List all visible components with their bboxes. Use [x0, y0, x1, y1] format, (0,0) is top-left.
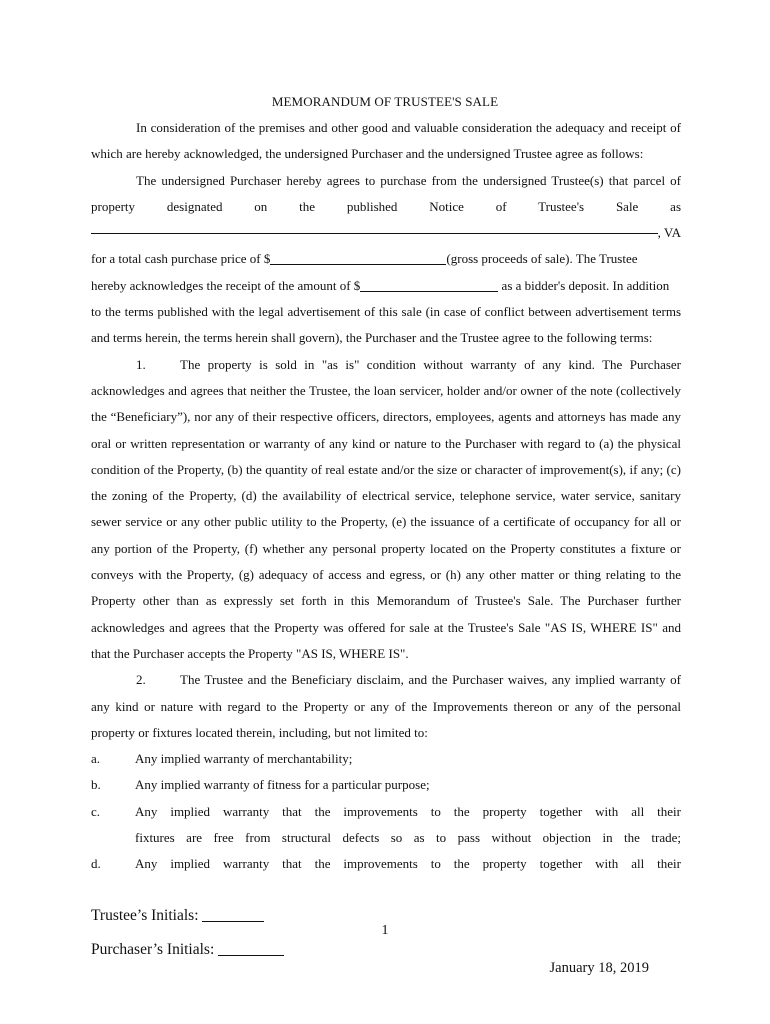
sub-text: fixtures are free from structural defects so as to pass without objection in the trade; [135, 830, 681, 846]
page-number: 1 [381, 923, 389, 938]
sub-letter: c. [91, 803, 101, 819]
term-text: The Trustee and the Beneficiary disclaim, and the Purchaser waives, any implied warranty of any kind or nature with regard to the Property or any of the Improvements thereon or any of the personal property or fixtures located therein, including, but not limited to: [91, 672, 681, 740]
term-item-1 [91, 352, 681, 668]
deposit-blank[interactable] [360, 279, 498, 292]
sub-letter: d. [91, 856, 101, 872]
price-prefix: for a total cash purchase price of $ [91, 251, 271, 267]
sub-letter: a. [91, 751, 101, 767]
sub-item-b [0, 772, 681, 798]
sub-text: Any implied warranty that the improvements to the property together with all their [135, 803, 681, 819]
document-title: MEMORANDUM OF TRUSTEE'S SALE [271, 94, 499, 109]
va-suffix: , VA [657, 225, 681, 241]
sub-item-c-continued [0, 825, 681, 851]
deposit-prefix: hereby acknowledges the receipt of the amount of $ [91, 277, 361, 293]
purchaser-initials-label: Purchaser’s Initials: [91, 941, 215, 958]
price-line [91, 246, 681, 272]
trustee-initials [91, 905, 264, 925]
sub-item-a [0, 746, 681, 772]
sub-text: Any implied warranty of merchantability; [135, 751, 353, 767]
price-suffix: (gross proceeds of sale). The Trustee [446, 251, 638, 267]
document-date: January 18, 2019 [549, 960, 649, 976]
purchase-line-1: The undersigned Purchaser hereby agrees to purchase from the undersigned Trustee(s) that parcel of [136, 172, 681, 188]
document-body [91, 115, 681, 878]
term-text: The property is sold in "as is" condition without warranty of any kind. The Purchaser acknowledges and agrees that neither the Trustee, the loan servicer, holder and/or owner of the note (collectively the “Beneficiary”), nor any of their respective officers, directors, employees, agents and attorneys has made any oral or written representation or warranty of any kind or nature to the Purchaser with regard to (a) the physical condition of the Property, (b) the quantity of real estate and/or the size or character of improvement(s), if any; (c) the zoning of the Property, (d) the availability of electrical service, telephone service, water service, sanitary sewer service or any other public utility to the Property, (e) the issuance of a certificate of occupancy for all or any portion of the Property, (f) whether any personal property located on the Property constitutes a fixture or conveys with the Property, (g) adequacy of access and egress, or (h) any other matter or thing relating to the Property other than as expressly set forth in this Memorandum of Trustee's Sale. The Purchaser further acknowledges and agrees that the Property was offered for sale at the Trustee's Sale "AS IS, WHERE IS" and that the Purchaser accepts the Property "AS IS, WHERE IS". [91, 356, 681, 661]
term-item-2 [91, 667, 681, 746]
warranty-sub-list [0, 746, 681, 877]
purchaser-initials-blank[interactable] [218, 941, 284, 956]
price-blank[interactable] [270, 252, 446, 265]
purchase-terms-rest: to the terms published with the legal advertisement of this sale (in case of conflict between advertisement terms and terms herein, the terms herein shall govern), the Purchaser and the Trustee agree to the following terms: [91, 304, 681, 346]
sub-item-c [0, 799, 681, 825]
term-number: 2. [136, 672, 146, 688]
intro-paragraph: In consideration of the premises and other good and valuable consideration the adequacy and receipt of which are hereby acknowledged, the undersigned Purchaser and the undersigned Trustee agree as follows: [91, 120, 681, 162]
purchaser-initials [91, 939, 284, 959]
sub-item-d [0, 851, 681, 877]
deposit-line [91, 273, 681, 299]
property-address-line [91, 220, 681, 246]
sub-letter: b. [91, 777, 101, 793]
deposit-suffix: as a bidder's deposit. In addition [498, 277, 670, 293]
trustee-initials-blank[interactable] [202, 907, 264, 922]
sub-text: Any implied warranty of fitness for a particular purpose; [135, 777, 430, 793]
property-address-blank[interactable] [91, 233, 658, 234]
sub-text: Any implied warranty that the improvements to the property together with all their [135, 856, 681, 872]
purchase-line-2: property designated on the published Notice of Trustee's Sale as [91, 198, 681, 214]
term-number: 1. [136, 356, 146, 372]
trustee-initials-label: Trustee’s Initials: [91, 907, 199, 924]
